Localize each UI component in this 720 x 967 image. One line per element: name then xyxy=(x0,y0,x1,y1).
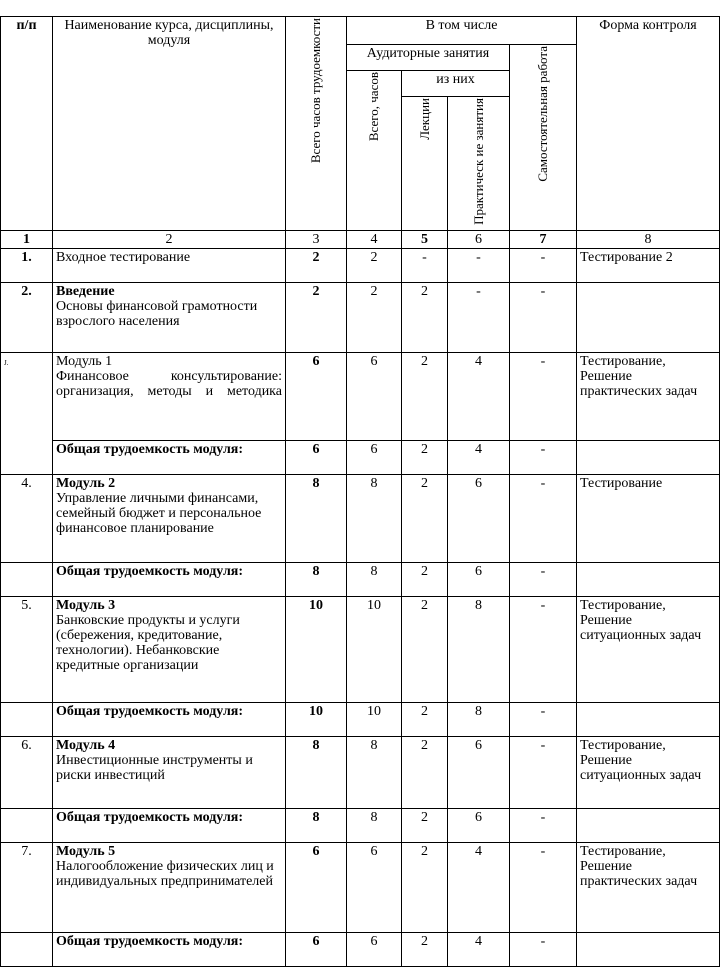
row-text: Инвестиционные инструменты и риски инвестиций xyxy=(56,752,253,783)
row-self: - xyxy=(510,702,577,736)
header-including: В том числе xyxy=(347,17,577,45)
row-name-cell xyxy=(53,736,286,808)
row-lec: 2 xyxy=(402,596,448,702)
row-total: 8 xyxy=(286,808,347,842)
row-aud: 6 xyxy=(347,842,402,932)
col-number: 7 xyxy=(510,230,577,248)
row-total: 6 xyxy=(286,440,347,474)
header-row-1 xyxy=(1,17,720,45)
row-title: Общая трудоемкость модуля: xyxy=(53,440,286,474)
row-lec: 2 xyxy=(402,808,448,842)
row-prac: 6 xyxy=(448,474,510,562)
row-self: - xyxy=(510,352,577,440)
header-self-work: Самостоятельная работа xyxy=(535,46,550,182)
row-aud: 10 xyxy=(347,702,402,736)
header-of-them: из них xyxy=(402,71,510,97)
row-lec: 2 xyxy=(402,736,448,808)
row-prac: 8 xyxy=(448,596,510,702)
row-num-empty xyxy=(1,932,53,966)
row-title: Общая трудоемкость модуля: xyxy=(53,808,286,842)
row-control: Тестирование xyxy=(577,474,720,562)
row-text: Входное тестирование xyxy=(53,248,286,282)
row-total: 10 xyxy=(286,702,347,736)
row-self: - xyxy=(510,248,577,282)
row-control: Тестирование, Решение практических задач xyxy=(577,352,720,440)
row-self: - xyxy=(510,842,577,932)
header-num: п/п xyxy=(1,17,53,231)
row-control: Тестирование 2 xyxy=(577,248,720,282)
row-total: 2 xyxy=(286,248,347,282)
header-total-hours: Всего часов трудоемкости xyxy=(308,18,323,164)
row-control: Тестирование, Решение ситуационных задач xyxy=(577,596,720,702)
row-num: J. xyxy=(4,358,9,367)
header-aud-total-cell xyxy=(347,71,402,231)
header-lectures: Лекции xyxy=(416,98,432,140)
row-total: 8 xyxy=(286,474,347,562)
col-number: 3 xyxy=(286,230,347,248)
row-total: 6 xyxy=(286,842,347,932)
table-row xyxy=(1,596,720,702)
table-row-total xyxy=(1,440,720,474)
row-text: Банковские продукты и услуги (сбережения, кредитование, технологии). Небанковские кредитные организации xyxy=(56,612,240,673)
row-self: - xyxy=(510,282,577,352)
header-practical: Практическ ие занятия xyxy=(470,98,486,225)
col-number: 5 xyxy=(402,230,448,248)
column-numbers-row xyxy=(1,230,720,248)
row-aud: 8 xyxy=(347,736,402,808)
row-num-empty xyxy=(1,702,53,736)
row-control: Тестирование, Решение практических задач xyxy=(577,842,720,932)
row-control: Тестирование, Решение ситуационных задач xyxy=(577,736,720,808)
row-num-cell xyxy=(1,352,53,474)
row-num: 1. xyxy=(1,248,53,282)
row-text: Модуль 1 xyxy=(56,353,113,369)
header-name: Наименование курса, дисциплины, модуля xyxy=(53,17,286,231)
header-practical-cell xyxy=(448,97,510,231)
row-lec: - xyxy=(402,248,448,282)
row-aud: 8 xyxy=(347,562,402,596)
row-name-cell xyxy=(53,842,286,932)
row-total: 6 xyxy=(286,352,347,440)
row-prac: - xyxy=(448,282,510,352)
row-text-2: Финансовое консультирование: организация, методы и методика xyxy=(56,368,282,399)
row-text: Основы финансовой грамотности взрослого населения xyxy=(56,298,258,329)
row-aud: 8 xyxy=(347,808,402,842)
table-row xyxy=(1,842,720,932)
row-num: 7. xyxy=(1,842,53,932)
row-self: - xyxy=(510,808,577,842)
row-lec: 2 xyxy=(402,352,448,440)
row-aud: 2 xyxy=(347,248,402,282)
header-control: Форма контроля xyxy=(577,17,720,231)
row-title: Общая трудоемкость модуля: xyxy=(53,562,286,596)
row-aud: 10 xyxy=(347,596,402,702)
col-number: 1 xyxy=(1,230,53,248)
row-title: Модуль 5 xyxy=(56,843,116,859)
row-control xyxy=(577,562,720,596)
row-prac: - xyxy=(448,248,510,282)
row-prac: 4 xyxy=(448,932,510,966)
row-self: - xyxy=(510,440,577,474)
row-num-empty xyxy=(1,808,53,842)
row-prac: 8 xyxy=(448,702,510,736)
row-name-cell xyxy=(53,474,286,562)
row-self: - xyxy=(510,736,577,808)
header-auditory: Аудиторные занятия xyxy=(347,45,510,71)
header-aud-total: Всего, часов xyxy=(366,72,381,142)
row-title: Модуль 4 xyxy=(56,737,116,753)
row-prac: 4 xyxy=(448,352,510,440)
row-lec: 2 xyxy=(402,562,448,596)
row-self: - xyxy=(510,596,577,702)
header-self-work-cell xyxy=(510,45,577,231)
row-control xyxy=(577,932,720,966)
row-self: - xyxy=(510,474,577,562)
row-control xyxy=(577,808,720,842)
col-number: 4 xyxy=(347,230,402,248)
row-prac: 6 xyxy=(448,736,510,808)
row-title: Модуль 3 xyxy=(56,597,116,613)
row-title: Общая трудоемкость модуля: xyxy=(53,932,286,966)
curriculum-table xyxy=(0,16,720,967)
table-row xyxy=(1,282,720,352)
header-total-hours-cell xyxy=(286,17,347,231)
header-lectures-cell xyxy=(402,97,448,231)
row-num-empty xyxy=(1,562,53,596)
row-lec: 2 xyxy=(402,842,448,932)
col-number: 6 xyxy=(448,230,510,248)
row-total: 8 xyxy=(286,562,347,596)
row-lec: 2 xyxy=(402,932,448,966)
row-num: 4. xyxy=(1,474,53,562)
row-text: Налогообложение физических лиц и индивидуальных предпринимателей xyxy=(56,858,274,889)
row-aud: 6 xyxy=(347,352,402,440)
row-title: Общая трудоемкость модуля: xyxy=(53,702,286,736)
row-text: Управление личными финансами, семейный бюджет и персональное финансовое планирование xyxy=(56,490,262,536)
row-aud: 2 xyxy=(347,282,402,352)
row-self: - xyxy=(510,932,577,966)
row-num: 2. xyxy=(1,282,53,352)
row-lec: 2 xyxy=(402,702,448,736)
table-row-total xyxy=(1,808,720,842)
row-total: 2 xyxy=(286,282,347,352)
row-title: Введение xyxy=(56,283,115,299)
table-row xyxy=(1,736,720,808)
row-name-cell xyxy=(53,596,286,702)
row-title: Модуль 2 xyxy=(56,475,116,491)
row-total: 8 xyxy=(286,736,347,808)
row-control xyxy=(577,440,720,474)
row-total: 6 xyxy=(286,932,347,966)
row-self: - xyxy=(510,562,577,596)
row-name-cell xyxy=(53,352,286,440)
row-prac: 4 xyxy=(448,842,510,932)
row-prac: 6 xyxy=(448,808,510,842)
table-row-total xyxy=(1,562,720,596)
row-control xyxy=(577,702,720,736)
table-row xyxy=(1,248,720,282)
row-total: 10 xyxy=(286,596,347,702)
col-number: 8 xyxy=(577,230,720,248)
row-prac: 6 xyxy=(448,562,510,596)
row-control xyxy=(577,282,720,352)
row-aud: 8 xyxy=(347,474,402,562)
row-aud: 6 xyxy=(347,932,402,966)
row-name-cell xyxy=(53,282,286,352)
row-lec: 2 xyxy=(402,282,448,352)
table-row xyxy=(1,352,720,440)
row-aud: 6 xyxy=(347,440,402,474)
table-row-total xyxy=(1,932,720,966)
table-row-total xyxy=(1,702,720,736)
row-num: 5. xyxy=(1,596,53,702)
col-number: 2 xyxy=(53,230,286,248)
row-lec: 2 xyxy=(402,440,448,474)
row-lec: 2 xyxy=(402,474,448,562)
row-num: 6. xyxy=(1,736,53,808)
row-prac: 4 xyxy=(448,440,510,474)
table-row xyxy=(1,474,720,562)
